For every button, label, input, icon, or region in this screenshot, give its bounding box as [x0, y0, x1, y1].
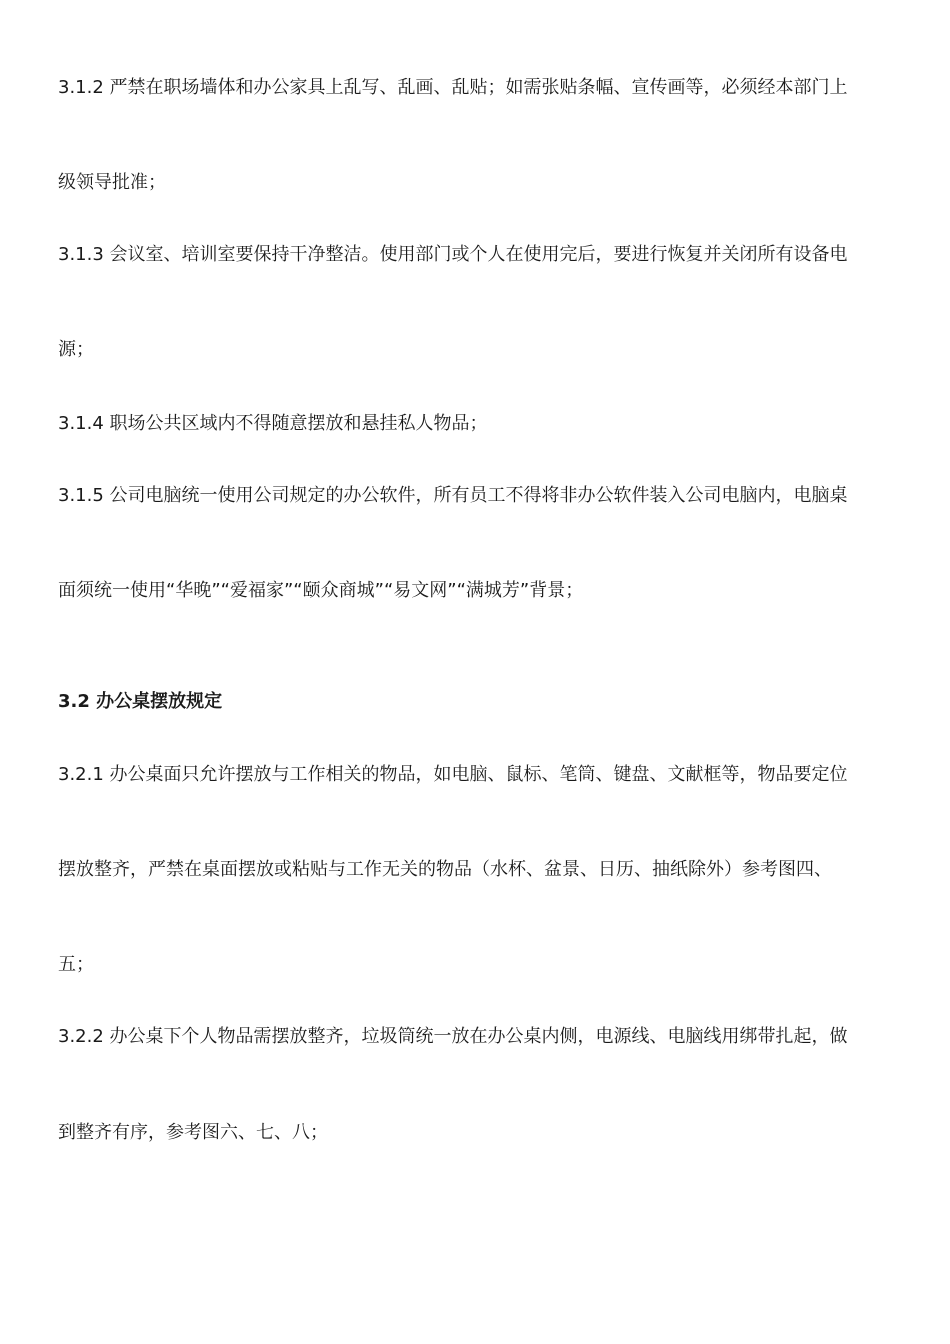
paragraph-3-1-5-line-1: 3.1.5 公司电脑统一使用公司规定的办公软件，所有员工不得将非办公软件装入公司电脑内，电脑桌 — [58, 485, 848, 506]
paragraph-3-1-2-line-1: 3.1.2 严禁在职场墙体和办公家具上乱写、乱画、乱贴；如需张贴条幅、宣传画等，必须经本部门上 — [58, 77, 848, 98]
paragraph-3-2-1-line-1: 3.2.1 办公桌面只允许摆放与工作相关的物品，如电脑、鼠标、笔筒、键盘、文献框等，物品要定位 — [58, 764, 848, 785]
paragraph-3-2-2-line-2: 到整齐有序，参考图六、七、八； — [58, 1122, 328, 1143]
paragraph-3-1-3-line-2: 源； — [58, 339, 94, 360]
paragraph-3-1-2-line-2: 级领导批准； — [58, 172, 166, 193]
paragraph-3-1-5-line-2: 面须统一使用“华晚”“爱福家”“颐众商城”“易文网”“满城芳”背景； — [58, 580, 584, 601]
paragraph-3-1-4: 3.1.4 职场公共区域内不得随意摆放和悬挂私人物品； — [58, 413, 488, 434]
section-heading-3-2: 3.2 办公桌摆放规定 — [58, 691, 223, 712]
paragraph-3-2-2-line-1: 3.2.2 办公桌下个人物品需摆放整齐，垃圾筒统一放在办公桌内侧，电源线、电脑线用绑带扎起，做 — [58, 1026, 848, 1047]
paragraph-3-2-1-line-2: 摆放整齐，严禁在桌面摆放或粘贴与工作无关的物品（水杯、盆景、日历、抽纸除外）参考图四、 — [58, 859, 832, 880]
paragraph-3-2-1-line-3: 五； — [58, 954, 94, 975]
paragraph-3-1-3-line-1: 3.1.3 会议室、培训室要保持干净整洁。使用部门或个人在使用完后，要进行恢复并关闭所有设备电 — [58, 244, 848, 265]
